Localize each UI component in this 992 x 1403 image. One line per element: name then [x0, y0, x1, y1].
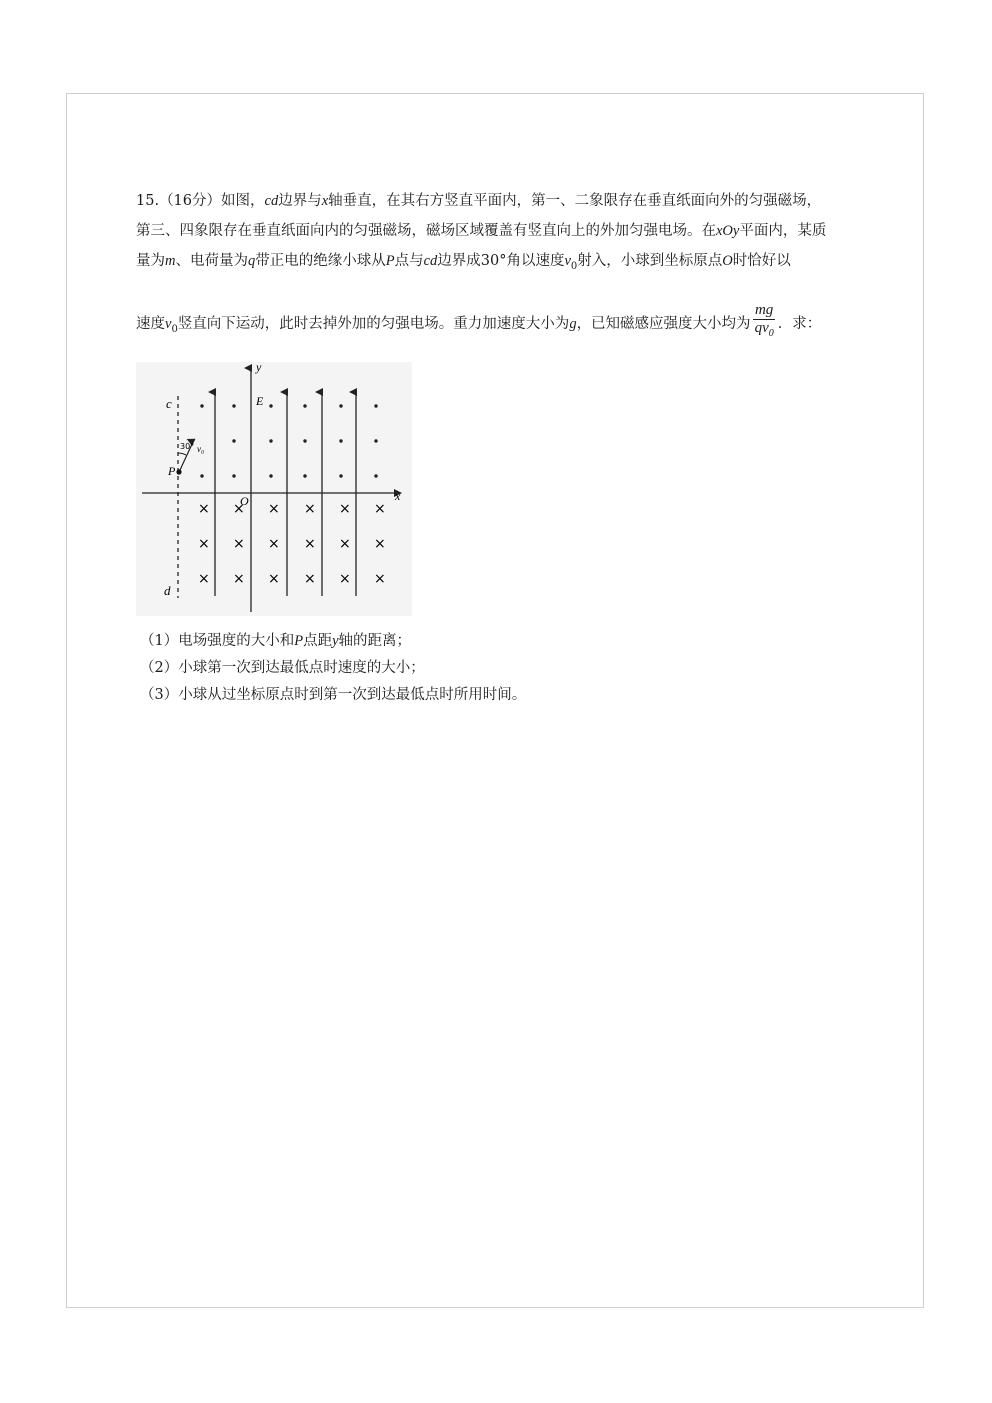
symbol-cd: cd: [264, 193, 279, 209]
field-cross: ×: [339, 501, 351, 517]
symbol-g: g: [569, 315, 577, 332]
field-cross: ×: [268, 536, 280, 552]
electric-field-lines: [215, 392, 356, 596]
label-angle: 30°: [180, 442, 195, 451]
symbol-q: q: [247, 253, 256, 269]
magnetic-field-in-crosses: [198, 501, 386, 587]
label-d: d: [164, 583, 171, 598]
text: 竖直向下运动，此时去掉外加的匀强电场。重力加速度大小为: [177, 315, 570, 332]
text: 点距: [303, 633, 333, 649]
field-dot: [232, 439, 235, 442]
field-dot: [374, 439, 377, 442]
symbol-p: P: [294, 633, 304, 649]
label-e: E: [256, 394, 264, 408]
field-cross: ×: [233, 536, 245, 552]
sub-questions: [140, 628, 526, 709]
field-dot: [303, 439, 306, 442]
field-cross: ×: [268, 501, 280, 517]
field-dot: [232, 474, 235, 477]
field-cross: ×: [339, 536, 351, 552]
magnetic-field-out-dots: [200, 404, 377, 477]
problem-score: （16分）: [159, 193, 222, 209]
text: 时恰好以: [732, 253, 791, 269]
field-dot: [339, 474, 342, 477]
field-cross: ×: [339, 571, 351, 587]
field-dot: [339, 404, 342, 407]
field-dot: [200, 474, 203, 477]
fraction-den-text: qv: [754, 319, 769, 336]
text: 、电荷量为: [175, 253, 248, 269]
question-2: （2）小球第一次到达最低点时速度的大小；: [140, 660, 425, 676]
field-cross: ×: [304, 571, 316, 587]
text: 如图，: [221, 193, 265, 209]
text: ，已知磁感应强度大小均为: [576, 315, 751, 332]
text: 速度: [136, 315, 165, 332]
field-cross: ×: [198, 501, 210, 517]
subscript-0: 0: [171, 323, 178, 335]
field-dot: [303, 404, 306, 407]
text: （1）电场强度的大小和: [140, 633, 295, 649]
text: 射入，小球到坐标原点: [577, 253, 723, 269]
text: 第三、四象限存在垂直纸面向内的匀强磁场，磁场区域覆盖有竖直向上的外加匀强电场。在: [136, 223, 716, 239]
field-cross: ×: [198, 571, 210, 587]
text: 量为: [136, 253, 165, 269]
field-dot: [374, 474, 377, 477]
text: 平面内，某质: [739, 223, 827, 239]
field-dot: [200, 404, 203, 407]
text: 边界成30°角以速度: [437, 253, 565, 269]
label-c: c: [166, 396, 172, 411]
text: 带正电的绝缘小球从: [255, 253, 386, 269]
field-diagram-svg: [136, 362, 412, 616]
symbol-y: y: [332, 633, 339, 649]
field-cross: ×: [233, 501, 245, 517]
point-p: [176, 469, 181, 474]
field-cross: ×: [374, 501, 386, 517]
field-dot: [269, 439, 272, 442]
label-y: y: [256, 362, 262, 374]
field-cross: ×: [268, 571, 280, 587]
symbol-p: P: [385, 253, 395, 269]
text: 点与: [394, 253, 424, 269]
text: 轴的距离；: [338, 633, 412, 649]
field-cross: ×: [304, 501, 316, 517]
problem-line-2: [136, 216, 856, 246]
symbol-v: v: [564, 253, 571, 269]
field-cross: ×: [304, 536, 316, 552]
question-1: [140, 628, 526, 655]
question-3: （3）小球从过坐标原点时到第一次到达最低点时所用时间。: [140, 687, 527, 703]
text: 轴垂直，在其右方竖直平面内，第一、二象限存在垂直纸面向外的匀强磁场，: [328, 193, 822, 209]
symbol-xoy: xOy: [716, 223, 740, 239]
field-cross: ×: [233, 571, 245, 587]
field-cross: ×: [374, 536, 386, 552]
problem-line-1: [136, 186, 856, 216]
problem-number: 15.: [136, 193, 160, 209]
symbol-cd: cd: [423, 253, 438, 269]
label-o: O: [240, 494, 249, 508]
field-cross: ×: [198, 536, 210, 552]
field-dot: [269, 404, 272, 407]
text: 边界与: [278, 193, 322, 209]
fraction-numerator: mg: [754, 301, 774, 318]
label-p: P: [168, 464, 176, 478]
problem-line-4: [136, 301, 856, 345]
symbol-v: v: [165, 315, 172, 332]
angle-arc: [178, 453, 186, 455]
text: ．求：: [777, 315, 822, 332]
field-dot: [339, 439, 342, 442]
field-dot: [374, 404, 377, 407]
subscript-0: 0: [570, 260, 578, 272]
symbol-o: O: [722, 253, 733, 269]
symbol-m: m: [165, 253, 176, 269]
field-diagram: [136, 362, 412, 616]
subscript-0: 0: [768, 327, 774, 339]
field-dot: [303, 474, 306, 477]
field-cross: ×: [374, 571, 386, 587]
fraction-mg-over-qv0: [753, 302, 776, 342]
problem-statement: [136, 186, 856, 345]
label-v0: v₀: [197, 444, 205, 454]
field-dot: [269, 474, 272, 477]
fraction-denominator: [753, 320, 776, 342]
symbol-x: x: [321, 193, 329, 209]
problem-line-3: [136, 246, 856, 282]
field-dot: [232, 404, 235, 407]
label-x: x: [395, 489, 401, 503]
